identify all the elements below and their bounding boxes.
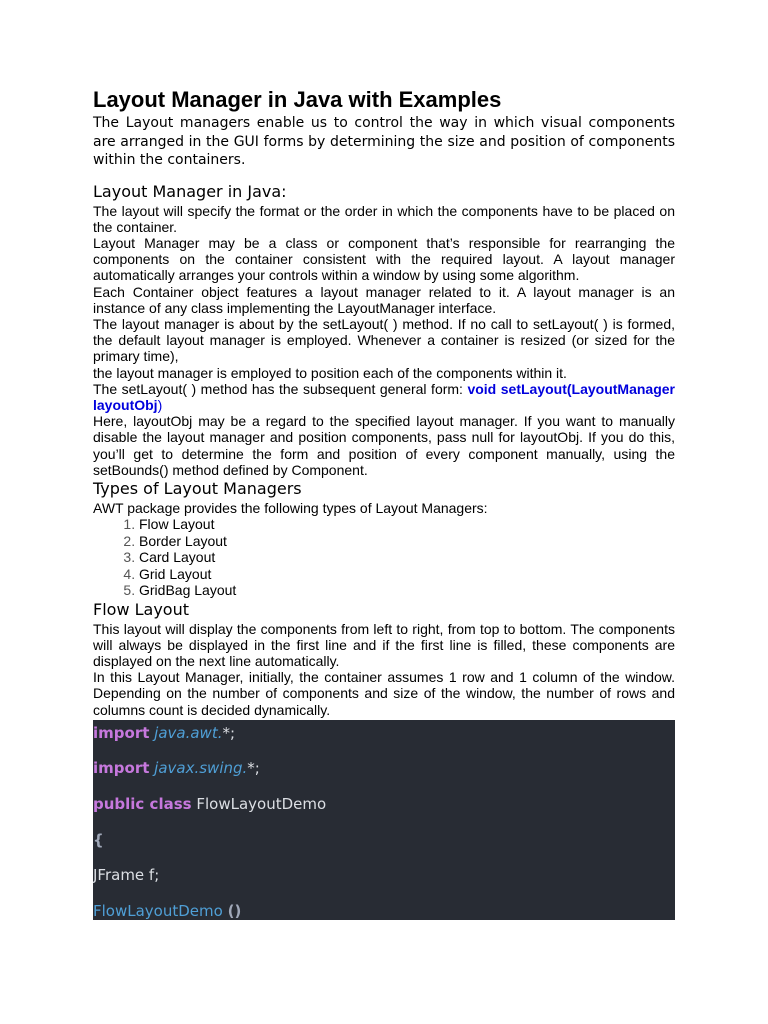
section-heading-layout-manager: Layout Manager in Java:	[93, 181, 287, 201]
code-line	[93, 791, 675, 827]
paragraph: the layout manager is employed to position each of the components within it.	[93, 364, 567, 381]
list-item: 3. Card Layout	[139, 549, 675, 566]
code-package: javax.swing.	[154, 759, 248, 778]
code-line	[93, 755, 675, 791]
list-item: 1. Flow Layout	[139, 516, 675, 533]
inline-code-close: )	[157, 396, 163, 413]
layout-types-list	[93, 516, 675, 599]
paragraph: This layout will display the components from left to right, from top to bottom. The components will always be displayed in the first line and if the first line is filled, these components are displayed on the next line automatically.	[93, 620, 675, 670]
code-keyword: import	[93, 759, 150, 778]
types-lead: AWT package provides the following types of Layout Managers:	[93, 499, 488, 516]
paragraph: Here, layoutObj may be a regard to the specified layout manager. If you want to manually disable the layout manager and position components, pass null for layoutObj. If you do this, you’ll get to determine the form and position of every component manually, using the setBounds() method defined by Component.	[93, 413, 675, 478]
setlayout-form-paragraph	[93, 381, 675, 413]
code-text: *;	[222, 723, 236, 742]
code-text: *;	[247, 759, 260, 778]
code-text: FlowLayoutDemo	[196, 795, 327, 814]
code-package: java.awt.	[154, 723, 223, 742]
code-line	[93, 898, 675, 920]
code-keyword: import	[93, 723, 150, 742]
code-keyword: public class	[93, 795, 192, 814]
section-heading-types: Types of Layout Managers	[93, 478, 302, 498]
code-line	[93, 720, 675, 756]
list-item: 4. Grid Layout	[139, 566, 675, 583]
code-block	[93, 720, 675, 920]
code-brace: {	[93, 830, 104, 849]
paragraph: Layout Manager may be a class or component that’s responsible for rearranging the components on the container consistent with the required layout. A layout manager automatically arranges your controls within a window by using some algorithm.	[93, 234, 675, 284]
code-line	[93, 862, 675, 898]
code-line	[93, 827, 675, 863]
paragraph: In this Layout Manager, initially, the container assumes 1 row and 1 column of the window. Depending on the number of components and size of the window, the number of rows and columns count is decided dynamically.	[93, 669, 675, 718]
page-title: Layout Manager in Java with Examples	[93, 87, 502, 112]
list-item: 2. Border Layout	[139, 533, 675, 550]
inline-code-signature: void setLayout(LayoutManager layoutObj	[93, 380, 675, 413]
form-text: The setLayout( ) method has the subsequent general form:	[93, 380, 468, 397]
code-parens: ()	[227, 901, 242, 920]
paragraph: The layout will specify the format or the order in which the components have to be placed on the container.	[93, 202, 675, 235]
document-page	[93, 86, 675, 920]
paragraph: The layout manager is about by the setLayout( ) method. If no call to setLayout( ) is formed, the default layout manager is employed. Whenever a container is resized (or sized for the primary time),	[93, 315, 675, 365]
section-heading-flow-layout: Flow Layout	[93, 599, 189, 619]
intro-paragraph: The Layout managers enable us to control the way in which visual components are arranged in the GUI forms by determining the size and position of components within the containers.	[93, 115, 675, 168]
list-item: 5. GridBag Layout	[139, 582, 675, 599]
code-text: JFrame f;	[93, 866, 160, 885]
code-function: FlowLayoutDemo	[93, 901, 223, 920]
paragraph: Each Container object features a layout manager related to it. A layout manager is an instance of any class implementing the LayoutManager interface.	[93, 283, 675, 316]
